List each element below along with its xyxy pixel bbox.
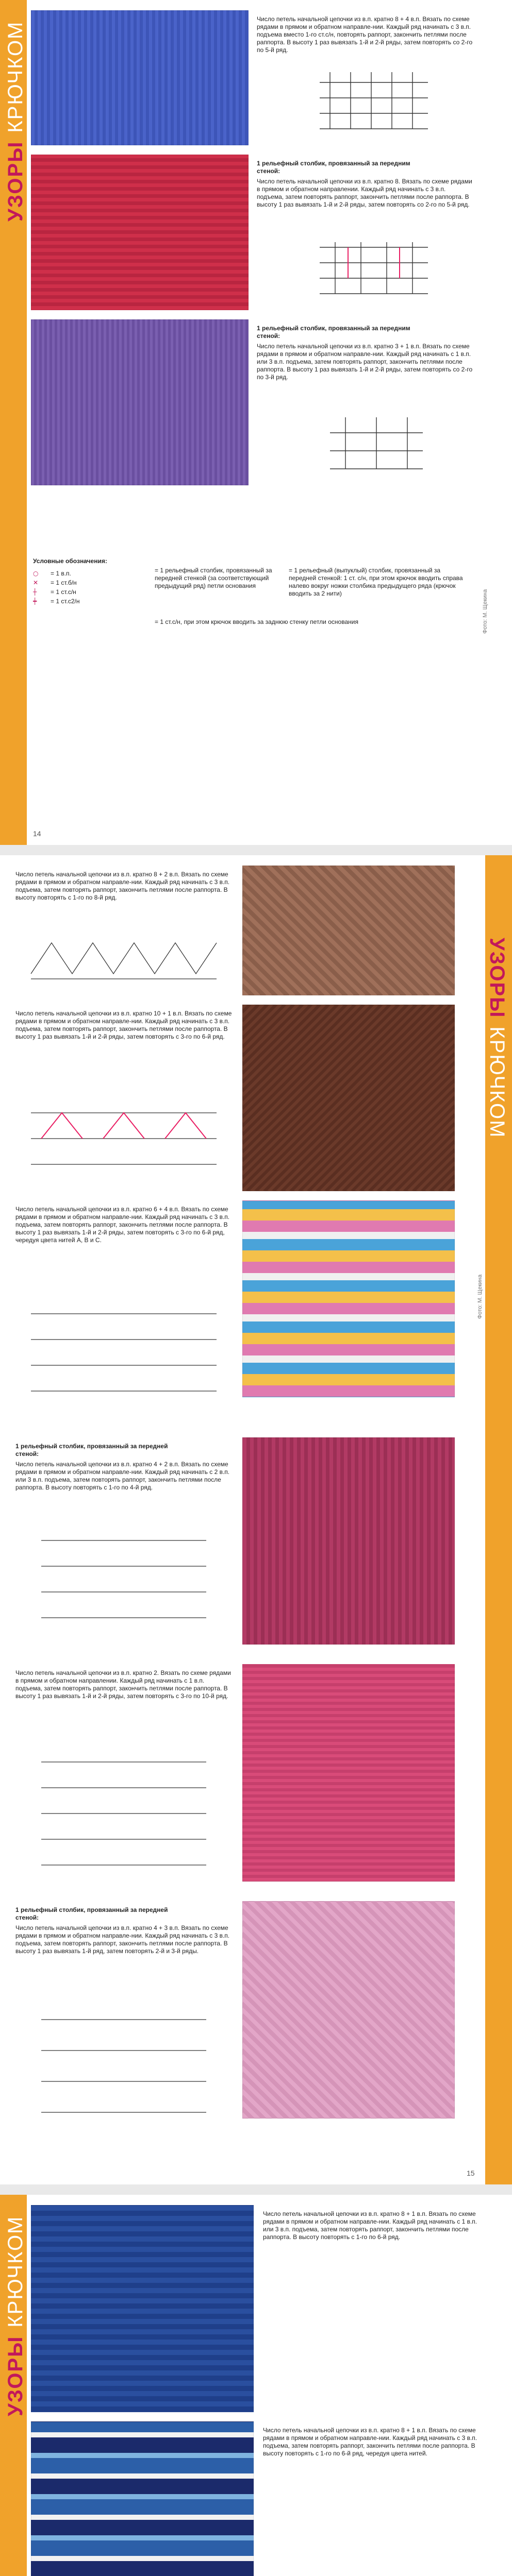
pattern-title-7: 1 рельефный столбик, провязанный за передней стеной: bbox=[15, 1443, 168, 1458]
swatch-3 bbox=[31, 319, 249, 485]
diagram-2 bbox=[309, 227, 443, 304]
diagram-4 bbox=[21, 922, 227, 984]
legend-note-3: = 1 ст.с/н, при этом крючок вводить за заднюю стенку петли основания bbox=[155, 618, 358, 625]
swatch-10 bbox=[31, 2205, 254, 2412]
swatch-8 bbox=[242, 1664, 455, 1882]
pattern-text-3: Число петель начальной цепочки из в.п. кратно 3 + 1 в.п. Вязать по схеме рядами в прямом и обратном направле-нии. Каждый ряд начинать с 1 в.п. или 3 в.п. подъема, затем повторять раппорт, закончить петлями после раппорта. В высоту 1 раз вывязать 1-й и 2-й ряды, затем повторять со 2-го по 3-й ряд. bbox=[257, 343, 473, 381]
legend-item: ┿ = 1 ст.с2/н bbox=[33, 598, 80, 605]
pattern-text-11: Число петель начальной цепочки из в.п. кратно 8 + 1 в.п. Вязать по схеме рядами в прямом и обратном направле-нии. Каждый ряд начинать с 3 в.п. подъема, затем повторять раппорт, закончить петлями после раппорта. В высоту повторять с 1-го по 6-й ряд, чередуя цвета нитей. bbox=[263, 2427, 477, 2457]
page-number: 14 bbox=[33, 829, 41, 838]
diagram-9 bbox=[31, 1989, 217, 2123]
page-15 bbox=[0, 855, 512, 2184]
diagram-5 bbox=[21, 1072, 227, 1175]
pattern-text-1: Число петель начальной цепочки из в.п. кратно 8 + 4 в.п. Вязать по схеме рядами в прямом и обратном направле-нии. Каждый ряд начинать с 3 в.п. подъема вместо 1-го ст.с/н, повторять раппорт, закончить петлями после раппорта. В высоту 1 раз вывязать 1-й и 2-й ряды, затем повторять со 2-го по 5-й ряд. bbox=[257, 15, 473, 54]
diagram-3 bbox=[320, 402, 433, 479]
page-14 bbox=[0, 0, 512, 845]
swatch-4 bbox=[242, 866, 455, 995]
pattern-text-10: Число петель начальной цепочки из в.п. кратно 8 + 1 в.п. Вязать по схеме рядами в прямом и обратном направле-нии. Каждый ряд начинать с 1 в.п. или 3 в.п. подъема, затем повторять раппорт, закончить петлями после раппорта. В высоту повторять с 1-го по 6-й ряд. bbox=[263, 2210, 477, 2241]
pattern-text-9: Число петель начальной цепочки из в.п. кратно 4 + 3 в.п. Вязать по схеме рядами в прямом и обратном направле-нии. Каждый ряд начинать с 3 в.п. подъема, затем повторять раппорт, закончить петлями после раппорта. В высоту 1 раз вывязать 1-й ряд, затем повторять 2-й и 3-й ряды. bbox=[15, 1924, 230, 1955]
legend-item: ○ = 1 в.п. bbox=[33, 570, 71, 577]
legend-title: Условные обозначения: bbox=[33, 557, 107, 565]
swatch-2 bbox=[31, 155, 249, 310]
photo-credit: Фото: М. Щекина bbox=[477, 1274, 483, 1319]
page-header-title: УЗОРЫКРЮЧКОМ bbox=[486, 938, 508, 1139]
swatch-9 bbox=[242, 1901, 455, 2119]
pattern-text-2: Число петель начальной цепочки из в.п. кратно 8. Вязать по схеме рядами в прямом и обратном направлении. Каждый ряд начинать с 3 в.п. подъема, затем повторять раппорт, закончить петлями после раппорта. В высоту 1 раз вывязать 1-й и 2-й ряды, затем повторять со 2-го по 5-й ряд. bbox=[257, 178, 472, 208]
diagram-6 bbox=[21, 1273, 227, 1401]
pattern-text-6: Число петель начальной цепочки из в.п. кратно 6 + 4 в.п. Вязать по схеме рядами в прямом и обратном направле-нии. Каждый ряд начинать с 3 в.п. подъема, затем повторять раппорт, закончить петлями после раппорта. В высоту 1 раз вывязать 1-й и 2-й ряды, затем повторять с 3-го по 6-й ряд, чередуя цвета нитей А, В и С. bbox=[15, 1206, 230, 1244]
pattern-title-9: 1 рельефный столбик, провязанный за передней стеной: bbox=[15, 1906, 168, 1921]
page-8 bbox=[0, 2195, 512, 2576]
legend-note-2: = 1 рельефный (выпуклый) столбик, провязанный за передней стенкой: 1 ст. с/н, при этом крючок вводить справа налево вокруг ножки столбика предыдущего ряда (крючок вводить за 2 нити) bbox=[289, 567, 463, 597]
page-number: 15 bbox=[467, 2169, 475, 2177]
pattern-text-5: Число петель начальной цепочки из в.п. кратно 10 + 1 в.п. Вязать по схеме рядами в прямом и обратном направле-нии. Каждый ряд начинать с 3 в.п. подъема, затем повторять раппорт, закончить петлями после раппорта. В высоту 1 раз вывязать 1-й и 2-й ряды, затем повторять с 3-го по 6-й ряд. bbox=[15, 1010, 232, 1040]
pattern-text-8: Число петель начальной цепочки из в.п. кратно 2. Вязать по схеме рядами в прямом и обратном направлении. Каждый ряд начинать с 1 в.п. подъема, затем повторять раппорт, закончить петлями после раппорта. В высоту 1 раз вывязать 1-й и 2-й ряды, затем повторять с 3-го по 10-й ряд. bbox=[15, 1669, 231, 1700]
pattern-text-4: Число петель начальной цепочки из в.п. кратно 8 + 2 в.п. Вязать по схеме рядами в прямом и обратном направле-нии. Каждый ряд начинать с 3 в.п. подъема, затем повторять раппорт, закончить петлями после раппорта. В высоту повторять с 1-го по 8-й ряд. bbox=[15, 871, 230, 901]
swatch-11 bbox=[31, 2421, 254, 2576]
legend-item: ✕ = 1 ст.б/н bbox=[33, 579, 77, 586]
pattern-text-7: Число петель начальной цепочки из в.п. кратно 4 + 2 в.п. Вязать по схеме рядами в прямом и обратном направле-нии. Каждый ряд начинать с 2 в.п. или 3 в.п. подъема, затем повторять раппорт, закончить петлями после раппорта. В высоту повторять с 1-го по 4-й ряд. bbox=[15, 1461, 230, 1491]
legend-item: ┼ = 1 ст.с/н bbox=[33, 588, 76, 596]
swatch-1 bbox=[31, 10, 249, 145]
pattern-title-3: 1 рельефный столбик, провязанный за передним стеной: bbox=[257, 325, 410, 340]
diagram-8 bbox=[31, 1731, 217, 1875]
page-header-title: УЗОРЫКРЮЧКОМ bbox=[4, 2215, 27, 2416]
swatch-5 bbox=[242, 1005, 455, 1191]
diagram-1 bbox=[309, 62, 443, 139]
diagram-7 bbox=[31, 1525, 217, 1628]
swatch-7 bbox=[242, 1437, 455, 1645]
page-header-title: УЗОРЫКРЮЧКОМ bbox=[4, 21, 27, 222]
swatch-6 bbox=[242, 1200, 455, 1397]
pattern-title-2: 1 рельефный столбик, провязанный за передним стеной: bbox=[257, 160, 410, 175]
legend-note-1: = 1 рельефный столбик, провязанный за передней стенкой (за соответствующий предыдущий ряд) петли основания bbox=[155, 567, 272, 589]
photo-credit: Фото: М. Щекина bbox=[482, 589, 488, 634]
